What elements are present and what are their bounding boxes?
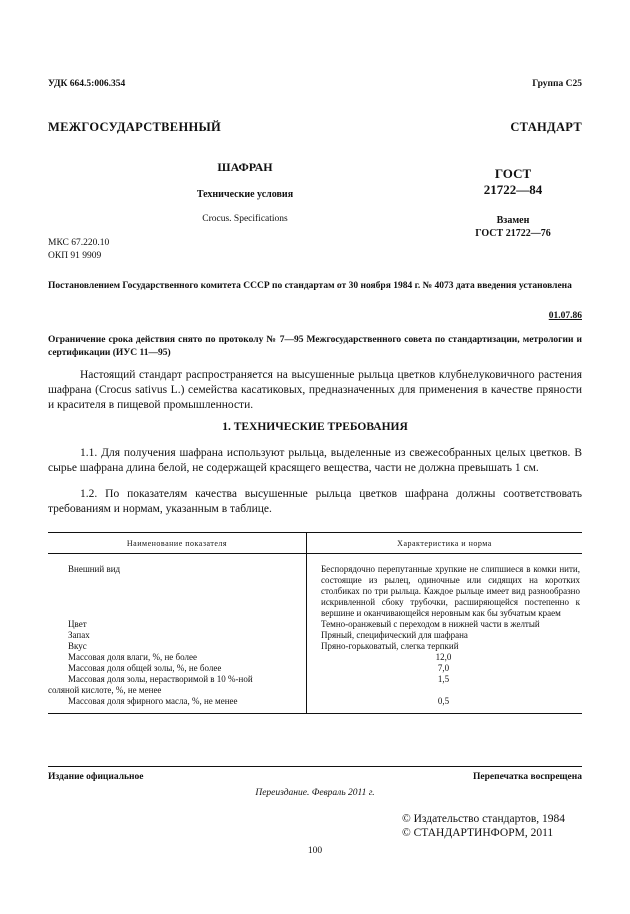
indicator-name: Массовая доля эфирного масла, %, не менее (48, 696, 307, 714)
indicator-norm: Беспорядочно перепутанные хрупкие не слипшиеся в комки нити, состоящие из рылец, одиночные или сидящих на коротких столбиках по три рыльца. Каждое рыльце имеет вид разнообразно искривленной сбоку трубочки, расширяющейся постепенно к вершине и оканчивающейся неровным как бы зубчатым краем (321, 564, 580, 618)
indicator-norm: Пряно-горьковатый, слегка терпкий (321, 641, 459, 651)
copyright-block (402, 812, 582, 840)
restriction-note: Ограничение срока действия снято по протоколу № 7—95 Межгосударственного совета по стандартизации, метрологии и сертификации (ИУС 11—95) (48, 335, 582, 358)
table-row (48, 696, 582, 714)
indicator-norm: 7,0 (437, 663, 450, 673)
indicator-norm: 1,5 (437, 674, 450, 684)
quality-requirements-table (48, 532, 582, 714)
decree-text: Постановлением Государственного комитета СССР по стандартам от 30 ноября 1984 г. № 4073 дата введения установлена (48, 281, 572, 291)
gost-label: ГОСТ (494, 166, 532, 181)
table-row (48, 641, 582, 652)
indicator-name: Массовая доля общей золы, %, не более (48, 663, 307, 674)
indicator-norm: 0,5 (307, 696, 583, 714)
okp-code: ОКП 91 9909 (48, 251, 102, 261)
document-title: ШАФРАН (217, 160, 273, 174)
indicator-norm: Пряный, специфический для шафрана (321, 630, 468, 640)
intro-paragraph (48, 368, 582, 413)
table-row (48, 554, 582, 620)
reprint-prohibited: Перепечатка воспрещена (472, 772, 582, 782)
indicator-norm: Темно-оранжевый с переходом в нижней части в желтый (321, 619, 540, 629)
standard-type-heading: МЕЖГОСУДАРСТВЕННЫЙ СТАНДАРТ (48, 120, 582, 134)
group-code: Группа С25 (532, 79, 582, 89)
table-row (48, 663, 582, 674)
copyright-publisher: © Издательство стандартов, 1984 (402, 813, 566, 825)
indicator-name (48, 674, 307, 696)
copyright-standartinform: © СТАНДАРТИНФОРМ, 2011 (402, 827, 554, 839)
udk-code: УДК 664.5:006.354 (48, 79, 126, 89)
mks-code: МКС 67.220.10 (48, 238, 110, 248)
english-title: Crocus. Specifications (202, 214, 288, 224)
replaces-standard: ГОСТ 21722—76 (475, 228, 551, 239)
indicator-name: Запах (48, 630, 307, 641)
reissue-note: Переиздание. Февраль 2011 г. (255, 788, 375, 798)
indicator-norm: 12,0 (435, 652, 452, 662)
table-row (48, 674, 582, 696)
table-row (48, 630, 582, 641)
paragraph-1-2-text: 1.2. По показателям качества высушенные рыльца цветков шафрана должны соответствовать требованиям и нормам, указанным в таблице. (48, 488, 582, 515)
indicator-name: Внешний вид (48, 554, 307, 620)
intro-text: Настоящий стандарт распространяется на высушенные рыльца цветков клубнелуковичного растения шафрана (Crocus sativus L.) семейства касатиковых, предназначенных для применения в качестве пряности и красителя в пищевой промышленности. (48, 369, 582, 411)
paragraph-1-1 (48, 446, 582, 476)
effective-date: 01.07.86 (548, 311, 582, 321)
paragraph-1-1-text: 1.1. Для получения шафрана используют рыльца, выделенные из свежесобранных целых цветков. В сырье шафрана длина белой, не содержащей красящего вещества, части не должна превышать 1 см. (48, 447, 582, 474)
indicator-name: Массовая доля влаги, %, не более (48, 652, 307, 663)
indicator-name: Вкус (48, 641, 307, 652)
table-row (48, 619, 582, 630)
document-subtitle: Технические условия (196, 189, 294, 200)
column-header-indicator: Наименование показателя (48, 533, 307, 554)
page-number: 100 (307, 846, 323, 856)
replaces-label: Взамен (496, 215, 530, 226)
indicator-name: Цвет (48, 619, 307, 630)
indicator-name-line1: Массовая доля золы, нерастворимой в 10 %-ной (68, 674, 253, 684)
paragraph-1-2 (48, 487, 582, 517)
official-edition: Издание официальное (48, 772, 144, 782)
section-heading: 1. ТЕХНИЧЕСКИЕ ТРЕБОВАНИЯ (222, 421, 408, 433)
column-header-norm: Характеристика и норма (307, 533, 583, 554)
table-header-row (48, 533, 582, 554)
footer-divider (48, 766, 582, 767)
table-row (48, 652, 582, 663)
indicator-name-line2: соляной кислоте, %, не менее (48, 685, 162, 695)
gost-number: 21722—84 (483, 182, 543, 197)
